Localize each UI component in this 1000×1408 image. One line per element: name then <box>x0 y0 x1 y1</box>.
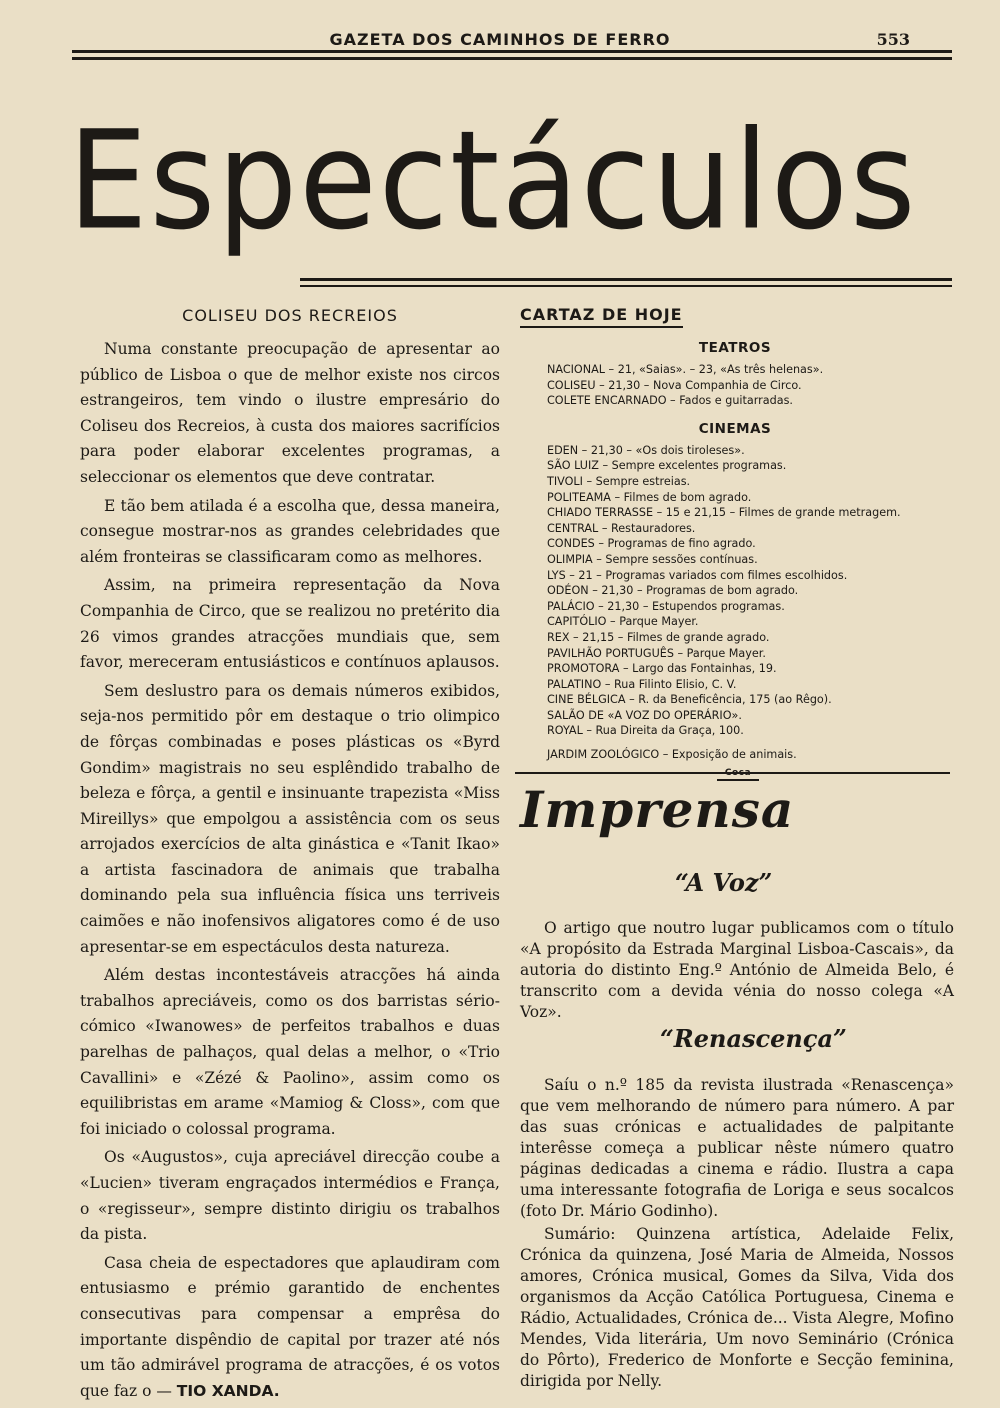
title-rule-2 <box>300 285 952 287</box>
article-paragraph: Sem deslustro para os demais números exibidos, seja-nos permitido pôr em destaque o trio olimpico de fôrças combinadas e poses plásticas os «Byrd Gondim» magistrais no seu esplêndido trabalho de beleza e fôrça, a gentil e insinuante trapezista «Miss Mireillys» que empolgou a assistência com os seus arrojados exercícios de alta ginástica e «Tanit Ikao» a artista fascinadora de animais que trabalha dominando pela sua influência física uns terriveis caimões e não inofensivos aligatores como é de uso apresentar-se em espectáculos desta natureza. <box>80 681 500 956</box>
a-voz-article <box>520 918 954 1025</box>
cinemas-heading: CINEMAS <box>698 420 772 437</box>
ornament <box>717 769 759 781</box>
article-paragraph-last <box>80 1251 500 1405</box>
list-item: CAPITÓLIO – Parque Mayer. <box>547 615 699 629</box>
list-item: CHIADO TERRASSE – 15 e 21,15 – Filmes de grande metragem. <box>547 506 901 520</box>
header-rule-bottom <box>72 57 952 60</box>
cartaz-section <box>520 305 950 781</box>
list-item: LYS – 21 – Programas variados com filmes escolhidos. <box>547 568 848 582</box>
cartaz-heading: CARTAZ DE HOJE <box>520 305 683 328</box>
article-paragraph: Além destas incontestáveis atracções há ainda trabalhos apreciáveis, como os dos barristas sério-cómico «Iwanowes» de perfeitos trabalhos e duas parelhas de palhaços, qual delas a melhor, o «Trio Cavallini» e «Zézé & Paolino», assim como os equilibristas em arame «Mamiog & Closs», com que foi iniciado o colossal programa. <box>80 966 500 1138</box>
cinemas-list <box>547 443 950 739</box>
article-paragraph: Sumário: Quinzena artística, Adelaide Felix, Crónica da quinzena, José Maria de Almeida, Nossos amores, Crónica musical, Gomes da Silva, Vida dos organismos da Acção Católica Portuguesa, Cinema e Rádio, Actualidades, Crónica de... Vista Alegre, Mofino Mendes, Vida literária, Um novo Seminário (Crónica do Pôrto), Frederico de Monforte e Secção feminina, dirigida por Nelly. <box>520 1225 954 1390</box>
list-item: PALÁCIO – 21,30 – Estupendos programas. <box>547 599 785 613</box>
list-item: COLETE ENCARNADO – Fados e guitarradas. <box>547 394 793 408</box>
list-item: ODÉON – 21,30 – Programas de bom agrado. <box>547 584 799 598</box>
list-item: POLITEAMA – Filmes de bom agrado. <box>547 490 752 504</box>
a-voz-title: “A Voz” <box>675 868 773 897</box>
last-paragraph-text: Casa cheia de espectadores que aplaudiram com entusiasmo e prémio garantido de enchentes consecutivas para compensar a emprêsa do importante dispêndio de capital por trazer até nós um tão admirável programa de atracções, é os votos que faz o — <box>80 1253 500 1400</box>
list-item: TIVOLI – Sempre estreias. <box>547 474 691 488</box>
signature: TIO XANDA. <box>176 1381 280 1400</box>
list-item: NACIONAL – 21, «Saias». – 23, «As três helenas». <box>547 363 824 376</box>
imprensa-title: Imprensa <box>520 780 795 839</box>
list-item: SALÃO DE «A VOZ DO OPERÁRIO». <box>547 708 742 722</box>
teatros-heading: TEATROS <box>698 340 772 356</box>
jardim-zoologico-item: JARDIM ZOOLÓGICO – Exposição de animais. <box>547 748 797 762</box>
coliseu-heading: COLISEU DOS RECREIOS <box>182 306 398 325</box>
article-paragraph: Saíu o n.º 185 da revista ilustrada «Renascença» que vem melhorando de número para número. A par das suas crónicas e actualidades de palpitante interêsse começa a publicar nêste número quatro páginas dedicadas a cinema e rádio. Ilustra a capa uma interessante fotografia de Loriga e seus socalcos (foto Dr. Mário Godinho). <box>520 1076 954 1220</box>
list-item: ROYAL – Rua Direita da Graça, 100. <box>547 724 744 738</box>
list-item: COLISEU – 21,30 – Nova Companhia de Circo. <box>547 378 802 392</box>
article-paragraph: Os «Augustos», cuja apreciável direcção coube a «Lucien» tiveram engraçados intermédios e França, o «regisseur», sempre distinto dirigiu os trabalhos da pista. <box>80 1148 500 1244</box>
page-number: 553 <box>876 30 910 49</box>
running-title: GAZETA DOS CAMINHOS DE FERRO <box>329 30 671 49</box>
article-paragraph: O artigo que noutro lugar publicamos com o título «A propósito da Estrada Marginal Lisboa-Cascais», da autoria do distinto Eng.º António de Almeida Belo, é transcrito com a devida vénia do nosso colega «A Voz». <box>520 919 954 1021</box>
coliseu-article <box>80 305 500 1407</box>
list-item: PROMOTORA – Largo das Fontainhas, 19. <box>547 662 777 676</box>
teatros-list <box>547 362 950 409</box>
page-title: Espectáculos <box>68 101 918 260</box>
cartaz-bottom-rule <box>515 772 950 774</box>
list-item: OLIMPIA – Sempre sessões contínuas. <box>547 552 758 566</box>
article-paragraph: Assim, na primeira representação da Nova Companhia de Circo, que se realizou no pretérito dia 26 vimos grandes atracções mundiais que, sem favor, mereceram entusiásticos e contínuos aplausos. <box>80 576 500 672</box>
list-item: CENTRAL – Restauradores. <box>547 521 696 535</box>
list-item: REX – 21,15 – Filmes de grande agrado. <box>547 630 770 644</box>
list-item: CONDES – Programas de fino agrado. <box>547 537 756 551</box>
list-item: CINE BÉLGICA – R. da Beneficência, 175 (ao Rêgo). <box>547 693 832 707</box>
list-item: PALATINO – Rua Filinto Elisio, C. V. <box>547 677 737 691</box>
article-paragraph: Numa constante preocupação de apresentar ao público de Lisboa o que de melhor existe nos circos estrangeiros, tem vindo o ilustre empresário do Coliseu dos Recreios, à custa dos maiores sacrifícios para poder elaborar excelentes programas, a seleccionar os elementos que deve contratar. <box>80 340 500 486</box>
header-rule-top <box>72 50 952 53</box>
renascenca-article <box>520 1075 954 1394</box>
article-paragraph: E tão bem atilada é a escolha que, dessa maneira, consegue mostrar-nos as grandes celebridades que além fronteiras se classificaram como as melhores. <box>80 496 500 566</box>
list-item: SÃO LUIZ – Sempre excelentes programas. <box>547 459 787 473</box>
renascenca-title: “Renascença” <box>660 1024 847 1053</box>
list-item: PAVILHÃO PORTUGUÊS – Parque Mayer. <box>547 646 766 660</box>
title-rule-1 <box>300 278 952 281</box>
list-item: EDEN – 21,30 – «Os dois tiroleses». <box>547 443 745 457</box>
